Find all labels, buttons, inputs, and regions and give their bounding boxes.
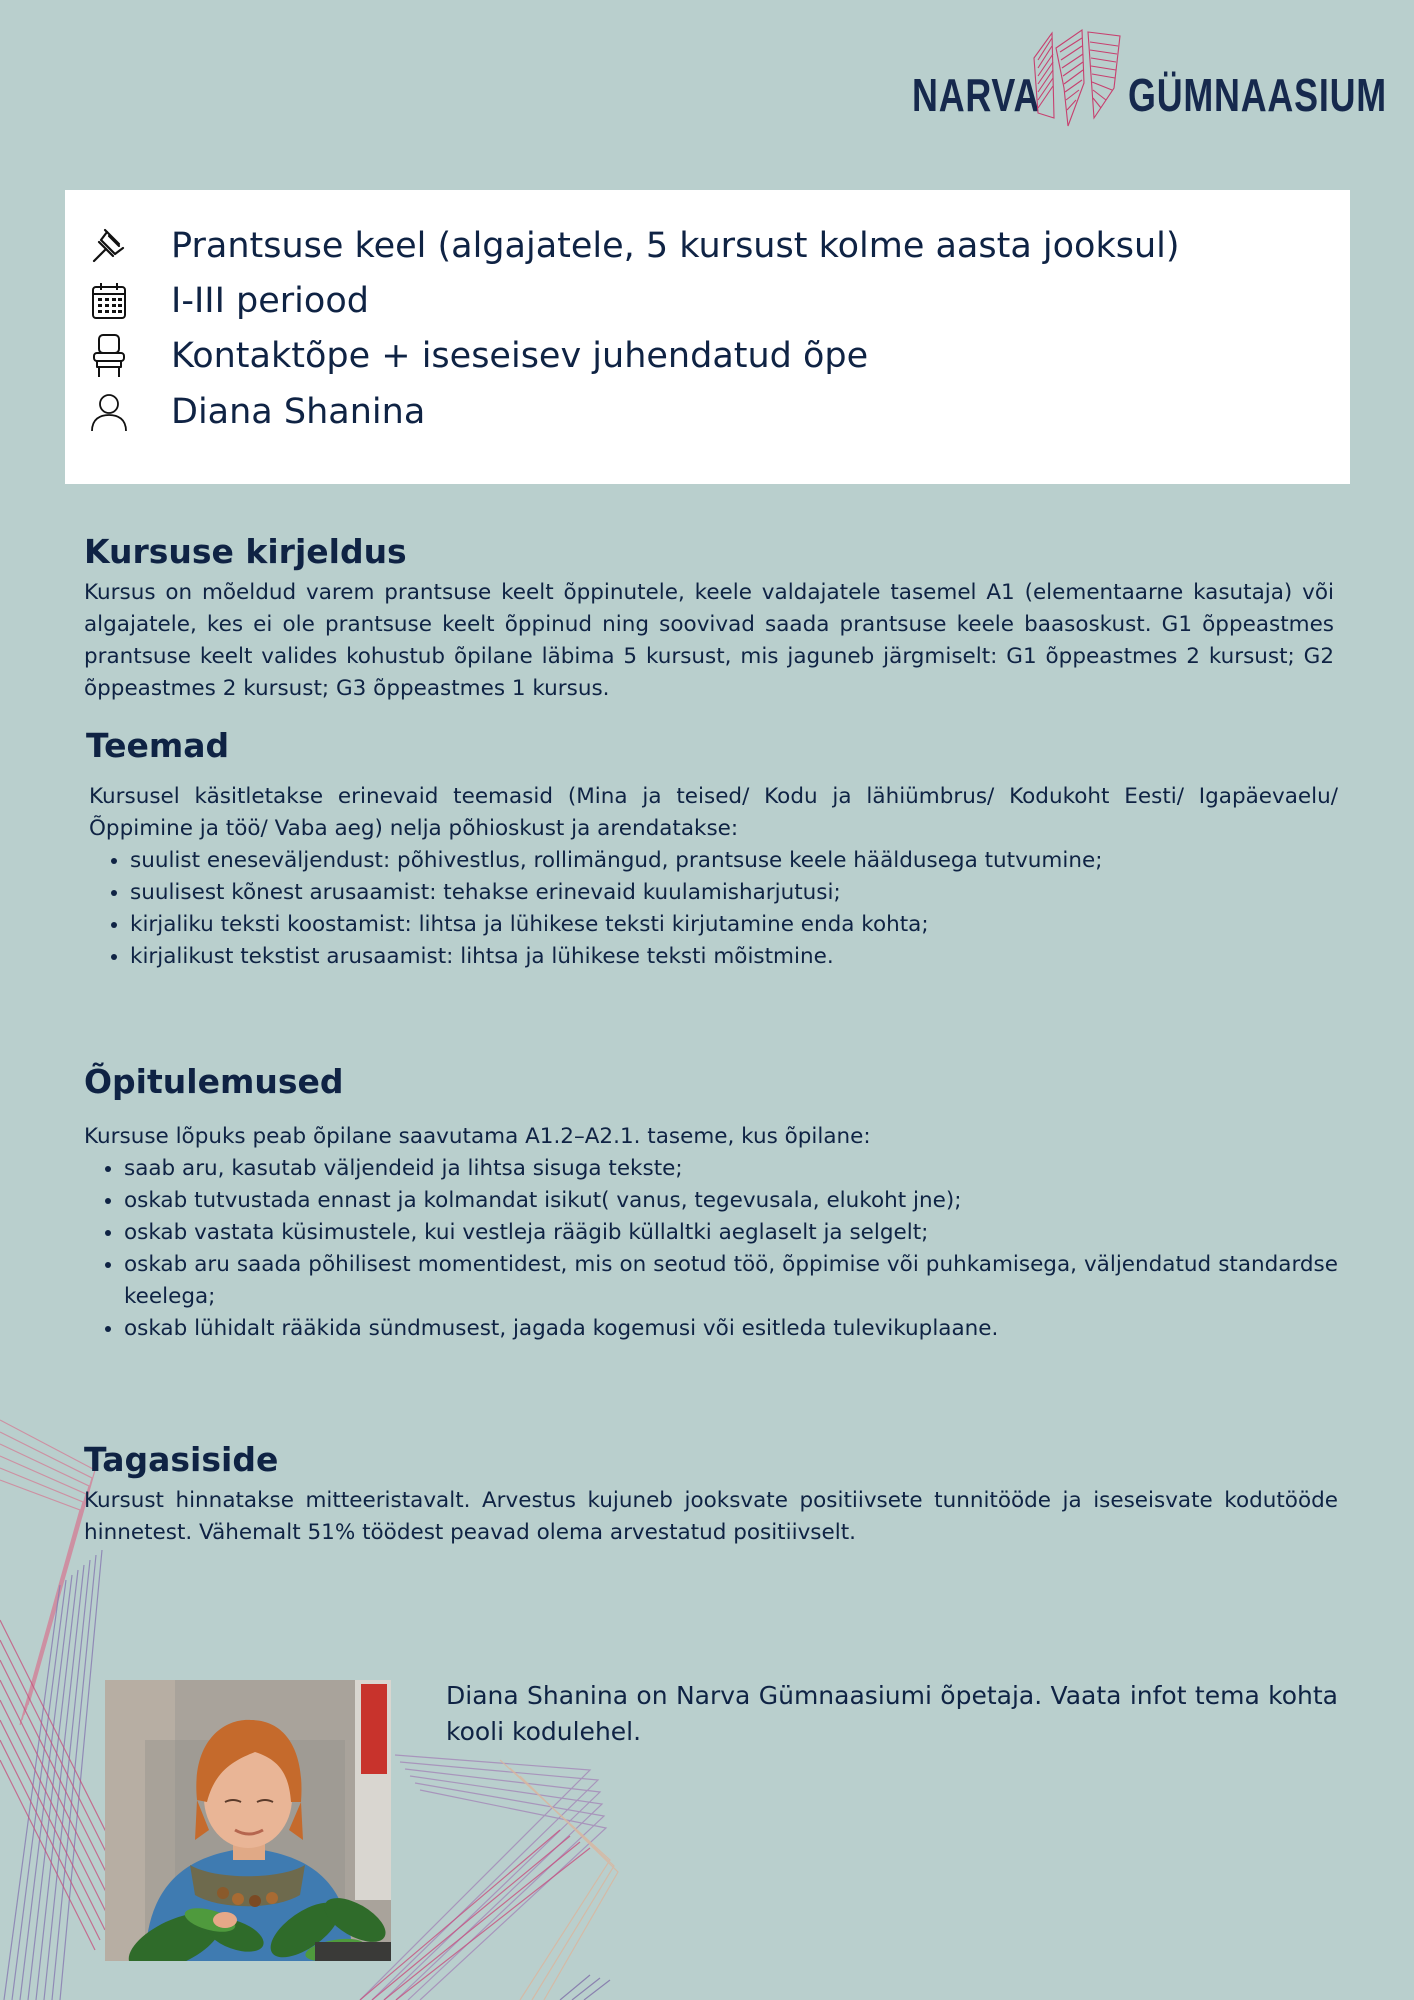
list-item: • oskab vastata küsimustele, kui vestleja räägib küllaltki aeglaselt ja selgelt; (124, 1217, 1338, 1249)
section-feedback (84, 1440, 1338, 1549)
course-format: Kontaktõpe + iseseisev juhendatud õpe (171, 336, 869, 376)
list-item: • oskab tutvustada ennast ja kolmandat isikut( vanus, tegevusala, elukoht jne); (124, 1185, 1338, 1217)
outcomes-list (84, 1153, 1338, 1345)
teacher-bio-text: Diana Shanina on Narva Gümnaasiumi õpetaja. Vaata infot tema kohta kooli kodulehel. (446, 1681, 1338, 1746)
course-period: I-III periood (171, 281, 369, 321)
pin-icon (87, 224, 131, 268)
topics-list (86, 845, 1338, 973)
logo-word-narva: NARVA (912, 69, 1041, 121)
info-row-teacher (87, 386, 425, 438)
school-logo (906, 28, 1387, 128)
list-item: • kirjalikust tekstist arusaamist: lihtsa ja lühikese teksti mõistmine. (130, 941, 1338, 973)
teacher-name: Diana Shanina (171, 392, 426, 432)
course-name: Prantsuse keel (algajatele, 5 kursust kolme aasta jooksul) (171, 226, 1180, 266)
info-row-course (87, 220, 1180, 272)
description-text: Kursus on mõeldud varem prantsuse keelt õppinutele, keele valdajatele tasemel A1 (elementaarne kasutaja) või algajatele, kes ei ole prantsuse keelt õppinud ning soovivad saada prantsuse keele baasoskust. G1 õppeastmes prantsuse keelt valides kohustub õpilane läbima 5 kursust, mis jaguneb järgmiselt: G1 õppeastmes 2 kursust; G2 õppeastmes 2 kursust; G3 õppeastmes 1 kursus. (84, 580, 1334, 701)
description-heading: Kursuse kirjeldus (84, 532, 407, 571)
topics-heading: Teemad (86, 726, 230, 765)
list-item: • oskab lühidalt rääkida sündmusest, jagada kogemusi või esitleda tulevikuplaane. (124, 1313, 1338, 1345)
list-item: • oskab aru saada põhilisest momentidest, mis on seotud töö, õppimise või puhkamisega, väljendatud standardse keelega; (124, 1249, 1338, 1313)
outcomes-heading: Õpitulemused (84, 1062, 344, 1101)
outcomes-intro: Kursuse lõpuks peab õpilane saavutama A1.2–A2.1. taseme, kus õpilane: (84, 1124, 871, 1149)
info-row-format (87, 330, 868, 382)
info-row-period (87, 275, 369, 327)
topics-intro: Kursusel käsitletakse erinevaid teemasid (Mina ja teised/ Kodu ja lähiümbrus/ Kodukoht Eesti/ Igapäevaelu/ Õppimine ja töö/ Vaba aeg) nelja põhioskust ja arendatakse: (89, 784, 1338, 841)
teacher-bio (446, 1678, 1338, 1750)
section-outcomes (84, 1062, 1338, 1345)
logo-word-gymnaasium: GÜMNAASIUM (1128, 69, 1387, 121)
list-item: • suulisest kõnest arusaamist: tehakse erinevaid kuulamisharjutusi; (130, 877, 1338, 909)
logo-mark-icon (1024, 28, 1124, 128)
list-item: • kirjaliku teksti koostamist: lihtsa ja lühikese teksti kirjutamine enda kohta; (130, 909, 1338, 941)
teacher-photo (105, 1680, 391, 1961)
feedback-heading: Tagasiside (84, 1440, 279, 1479)
section-description (84, 532, 1334, 705)
chair-icon (87, 334, 131, 378)
feedback-text: Kursust hinnatakse mitteeristavalt. Arvestus kujuneb jooksvate positiivsete tunnitööde ja iseseisvate kodutööde hinnetest. Vähemalt 51% töödest peavad olema arvestatud positiivselt. (84, 1488, 1338, 1545)
section-topics (86, 726, 1338, 973)
person-icon (87, 390, 131, 434)
course-info-box (65, 190, 1350, 484)
list-item: • saab aru, kasutab väljendeid ja lihtsa sisuga tekste; (124, 1153, 1338, 1185)
list-item: • suulist eneseväljendust: põhivestlus, rollimängud, prantsuse keele hääldusega tutvumine; (130, 845, 1338, 877)
calendar-icon (87, 279, 131, 323)
